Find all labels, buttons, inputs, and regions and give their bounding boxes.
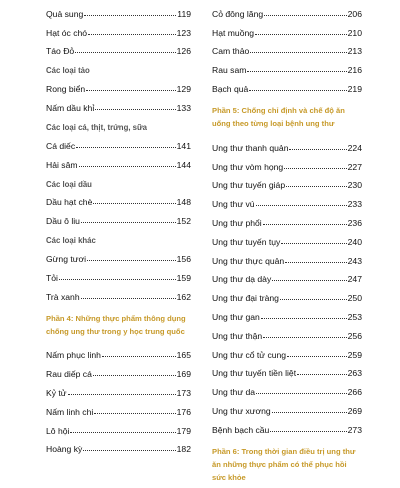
- toc-entry-page-number: 169: [176, 369, 191, 380]
- toc-entry-page-number: 247: [347, 274, 362, 285]
- toc-entry: [212, 56, 362, 75]
- dot-leader: [256, 205, 347, 206]
- toc-entry-page-number: 236: [347, 217, 362, 228]
- toc-entry-label: Ung thư tuyến giáp: [212, 180, 286, 191]
- toc-entry: [46, 417, 191, 436]
- toc-entry-page-number: 243: [347, 255, 362, 266]
- dot-leader: [256, 393, 347, 394]
- oil-heading: Các loại dầu: [46, 179, 92, 189]
- toc-entry-page-number: 210: [347, 27, 362, 38]
- toc-entry: [46, 0, 191, 19]
- toc-entry-page-number: 119: [177, 8, 191, 19]
- toc-entry-label: Hoàng kỳ: [46, 444, 83, 455]
- toc-entry-page-number: 144: [176, 159, 191, 170]
- toc-entry: [212, 19, 362, 38]
- dot-leader: [94, 413, 175, 414]
- dot-leader: [261, 318, 347, 319]
- dot-leader: [289, 149, 346, 150]
- dot-leader: [76, 147, 176, 148]
- dot-leader: [79, 166, 176, 167]
- toc-entry-label: Cỏ đông lăng: [212, 8, 264, 19]
- toc-entry: [212, 247, 362, 266]
- dot-leader: [81, 298, 176, 299]
- toc-entry-label: Ung thư thực quản: [212, 255, 285, 266]
- toc-entry-page-number: 273: [347, 424, 362, 435]
- toc-entry-label: Ung thư gan: [212, 311, 260, 322]
- toc-entry-label: Ung thư xương: [212, 405, 271, 416]
- dot-leader: [272, 412, 347, 413]
- toc-entry: [46, 207, 191, 226]
- toc-entry-page-number: 126: [176, 46, 191, 57]
- dot-leader: [247, 71, 346, 72]
- toc-entry: [212, 322, 362, 341]
- toc-entry-label: Kỷ tử: [46, 387, 67, 398]
- dot-leader: [102, 356, 176, 357]
- toc-entry: [212, 228, 362, 247]
- toc-entry-label: Ung thư dạ dày: [212, 274, 272, 285]
- dot-leader: [93, 375, 176, 376]
- dot-leader: [263, 224, 347, 225]
- part5-title: Phần 5: Chống chỉ định và chế độ ăn uống theo từng loại bệnh ung thư: [212, 105, 345, 128]
- toc-entry: [46, 398, 191, 417]
- dot-leader: [87, 260, 176, 261]
- toc-entry-label: Quả sung: [46, 8, 84, 19]
- toc-entry: [212, 153, 362, 172]
- toc-entry: [46, 264, 191, 283]
- toc-entry-page-number: 219: [347, 83, 362, 94]
- toc-entry-label: Gừng tươi: [46, 253, 87, 264]
- toc-entry: [212, 190, 362, 209]
- toc-entry-page-number: 256: [347, 330, 362, 341]
- toc-entry: [212, 284, 362, 303]
- toc-entry: [46, 189, 191, 208]
- meat-heading: Các loại cá, thịt, trứng, sữa: [46, 122, 147, 132]
- part6-title: Phần 6: Trong thời gian điều trị ung thư ăn những thực phẩm có thể phục hồi sức khỏe: [212, 446, 356, 482]
- dot-leader: [59, 279, 176, 280]
- toc-entry: [212, 209, 362, 228]
- toc-entry-page-number: 165: [176, 350, 191, 361]
- toc-entry-page-number: 250: [347, 293, 362, 304]
- dot-leader: [88, 34, 176, 35]
- toc-entry-label: Ung thư thanh quản: [212, 142, 289, 153]
- toc-entry-label: Ung thư tuyến tiền liệt: [212, 368, 297, 379]
- toc-entry-page-number: 206: [347, 8, 362, 19]
- dot-leader: [83, 450, 175, 451]
- oil-list: [46, 189, 191, 227]
- dot-leader: [250, 52, 346, 53]
- toc-entry: [46, 245, 191, 264]
- toc-entry-page-number: 266: [347, 387, 362, 398]
- part4-title: Phần 4: Những thực phẩm thông dụng chống ung thư trong y học trung quốc: [46, 313, 186, 336]
- dot-leader: [272, 280, 346, 281]
- toc-entry-page-number: 123: [176, 27, 191, 38]
- dot-leader: [86, 90, 175, 91]
- toc-entry: [212, 360, 362, 379]
- dot-leader: [280, 299, 347, 300]
- toc-left-column: [46, 0, 191, 454]
- meat-list: [46, 132, 191, 170]
- toc-entry: [46, 151, 191, 170]
- toc-entry: [212, 416, 362, 435]
- toc-entry-page-number: 233: [347, 199, 362, 210]
- other-list: [46, 245, 191, 301]
- toc-entry-page-number: 176: [176, 406, 191, 417]
- toc-entry-page-number: 179: [176, 425, 191, 436]
- part5-list: [212, 134, 362, 435]
- toc-entry-label: Trà xanh: [46, 291, 80, 302]
- seaweed-list: [46, 75, 191, 113]
- toc-entry: [212, 0, 362, 19]
- toc-entry-page-number: 173: [176, 387, 191, 398]
- toc-entry-label: Ung thư vòm họng: [212, 161, 284, 172]
- dot-leader: [270, 431, 346, 432]
- toc-entry-page-number: 253: [347, 311, 362, 322]
- toc-entry-page-number: 216: [347, 65, 362, 76]
- dot-leader: [285, 262, 346, 263]
- toc-entry-page-number: 159: [176, 272, 191, 283]
- dot-leader: [263, 337, 346, 338]
- dot-leader: [75, 52, 175, 53]
- toc-entry: [46, 94, 191, 113]
- dot-leader: [95, 109, 175, 110]
- part4-list: [46, 342, 191, 455]
- toc-entry-page-number: 141: [176, 140, 191, 151]
- dot-leader: [264, 15, 347, 16]
- toc-entry-page-number: 259: [347, 349, 362, 360]
- toc-entry-page-number: 269: [347, 405, 362, 416]
- toc-entry-label: Hải sâm: [46, 159, 78, 170]
- toc-entry-page-number: 148: [176, 197, 191, 208]
- toc-entry-label: Ung thư da: [212, 387, 256, 398]
- left-group1-list: [46, 0, 191, 56]
- toc-entry-page-number: 162: [176, 291, 191, 302]
- seaweed-heading: Các loại tảo: [46, 66, 90, 76]
- toc-entry-label: Rong biển: [46, 84, 86, 95]
- toc-entry-label: Nấm linh chi: [46, 406, 94, 417]
- dot-leader: [93, 203, 175, 204]
- toc-entry-label: Ung thư cổ tử cung: [212, 349, 287, 360]
- toc-entry: [212, 266, 362, 285]
- toc-entry: [212, 378, 362, 397]
- other-heading: Các loại khác: [46, 236, 96, 246]
- toc-entry: [46, 360, 191, 379]
- toc-entry-label: Cam thảo: [212, 46, 250, 57]
- toc-entry-label: Hạt óc chó: [46, 27, 88, 38]
- dot-leader: [81, 222, 176, 223]
- toc-entry-page-number: 263: [347, 368, 362, 379]
- dot-leader: [84, 15, 176, 16]
- toc-entry-label: Dầu ô liu: [46, 216, 80, 227]
- toc-entry-label: Dầu hạt chè: [46, 197, 93, 208]
- toc-entry-page-number: 152: [176, 216, 191, 227]
- toc-entry-page-number: 227: [347, 161, 362, 172]
- toc-entry: [46, 132, 191, 151]
- dot-leader: [249, 90, 346, 91]
- toc-entry-label: Bệnh bạch cầu: [212, 424, 270, 435]
- toc-entry: [212, 172, 362, 191]
- toc-entry-label: Ung thư đại tràng: [212, 293, 279, 304]
- toc-entry-label: Rau sam: [212, 65, 247, 76]
- toc-entry-label: Tỏi: [46, 272, 58, 283]
- toc-entry: [212, 341, 362, 360]
- toc-entry-label: Táo Đỏ: [46, 46, 75, 57]
- toc-entry-label: Hạt muồng: [212, 27, 255, 38]
- toc-entry-page-number: 240: [347, 236, 362, 247]
- toc-entry-label: Ung thư thận: [212, 330, 263, 341]
- dot-leader: [287, 356, 347, 357]
- dot-leader: [297, 374, 347, 375]
- toc-entry-label: Lô hội: [46, 425, 70, 436]
- dot-leader: [281, 243, 346, 244]
- toc-entry-label: Rau diếp cá: [46, 369, 92, 380]
- toc-entry: [46, 38, 191, 57]
- dot-leader: [70, 432, 175, 433]
- toc-entry: [46, 436, 191, 455]
- toc-entry-page-number: 156: [176, 253, 191, 264]
- right-group1-list: [212, 0, 362, 94]
- dot-leader: [286, 186, 347, 187]
- dot-leader: [284, 168, 346, 169]
- toc-entry: [46, 379, 191, 398]
- toc-entry: [212, 134, 362, 153]
- toc-entry-label: Nấm phục linh: [46, 350, 101, 361]
- toc-entry: [212, 303, 362, 322]
- toc-entry-page-number: 224: [347, 142, 362, 153]
- toc-entry-page-number: 129: [176, 84, 191, 95]
- toc-right-column: [212, 0, 362, 488]
- toc-entry: [46, 75, 191, 94]
- toc-entry-label: Ung thư phổi: [212, 217, 262, 228]
- toc-entry-label: Ung thư tuyến tụy: [212, 236, 281, 247]
- toc-entry-label: Bạch quả: [212, 83, 249, 94]
- toc-entry-page-number: 230: [347, 180, 362, 191]
- toc-entry: [212, 38, 362, 57]
- dot-leader: [255, 34, 347, 35]
- toc-entry-label: Ung thư vú: [212, 199, 255, 210]
- toc-entry-page-number: 182: [176, 444, 191, 455]
- toc-entry: [46, 342, 191, 361]
- toc-entry-label: Cá diếc: [46, 140, 76, 151]
- toc-entry-page-number: 133: [176, 102, 191, 113]
- toc-entry: [212, 75, 362, 94]
- dot-leader: [68, 394, 176, 395]
- toc-entry-label: Nấm dầu khỉ: [46, 102, 95, 113]
- toc-entry-page-number: 213: [347, 46, 362, 57]
- toc-entry: [46, 19, 191, 38]
- toc-entry: [46, 283, 191, 302]
